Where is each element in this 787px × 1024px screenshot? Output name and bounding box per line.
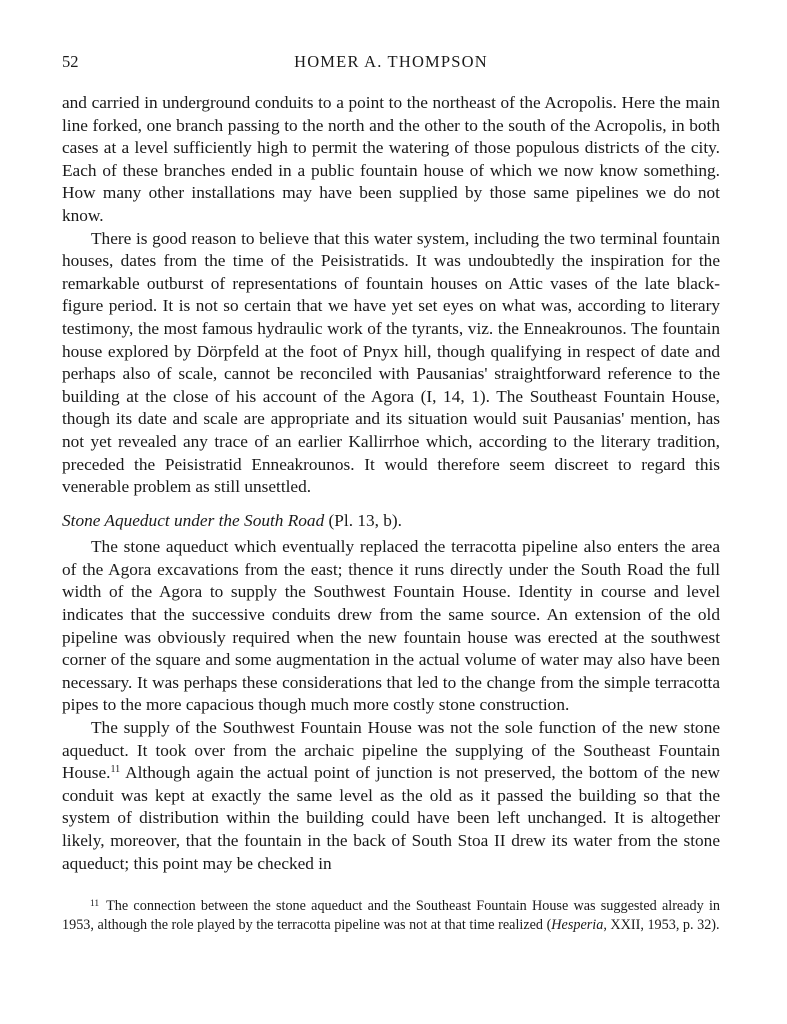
paragraph-supply-start: The supply of the Southwest Fountain House was not the sole function of the new stone aqueduct. It took over from the archaic pipeline the supplying of the Southeast Fountain House. — [62, 718, 720, 783]
footnote-text-end: , XXII, 1953, p. 32). — [603, 916, 720, 933]
page — [62, 52, 720, 934]
paragraph-continued: and carried in underground conduits to a point to the northeast of the Acropolis. Here the main line forked, one branch passing to the north and the other to the south of the Acropolis, in both cases at a level sufficiently high to permit the watering of those populous districts of the city. Each of these branches ended in a public fountain house of which we now know something. How many other installations may have been supplied by those same pipelines we do not know. — [62, 93, 720, 225]
body-text — [62, 92, 720, 875]
page-number: 52 — [62, 52, 79, 71]
paragraph-supply — [62, 717, 720, 875]
footnote-reference[interactable]: 11 — [110, 764, 121, 776]
paragraph-stone-aqueduct: The stone aqueduct which eventually replaced the terracotta pipeline also enters the area of the Agora excavations from the east; thence it runs directly under the South Road the full width of the Agora to supply the Southwest Fountain House. Identity in course and level indicates that the successive conduits drew from the same source. An extension of the old pipeline was obviously required when the new fountain house was erected at the southwest corner of the square and some augmentation in the actual volume of water may also have been necessary. It was perhaps these considerations that led to the change from the simple terracotta pipes to the more capacious though much more costly stone construction. — [62, 537, 720, 715]
page-header — [62, 52, 720, 76]
plate-reference: (Pl. 13, b). — [328, 510, 402, 530]
footnote-text-start: The connection between the stone aqueduct and the Southeast Fountain House was suggested already in 1953, although the role played by the terracotta pipeline was not at that time realized ( — [62, 898, 720, 933]
paragraph-peisistratids: There is good reason to believe that this water system, including the two terminal fountain houses, dates from the time of the Peisistratids. It was undoubtedly the inspiration for the remarkable outburst of representations of fountain houses on Attic vases of the late black-figure period. It is not so certain that we have yet set eyes on what was, according to literary testimony, the most famous hydraulic work of the tyrants, viz. the Enneakrounos. The fountain house explored by Dörpfeld at the foot of Pnyx hill, though qualifying in respect of date and perhaps also of scale, cannot be reconciled with Pausanias' straightforward reference to the building at the close of his account of the Agora (I, 14, 1). The Southeast Fountain House, though its date and scale are appropriate and its situation would suit Pausanias' mention, has not yet revealed any trace of an earlier Kallirrhoe which, according to the literary tradition, preceded the Peisistratid Enneakrounos. It would therefore seem discreet to regard this venerable problem as still unsettled. — [62, 228, 720, 497]
footnote-marker: 11 — [90, 899, 100, 910]
running-head: HOMER A. THOMPSON — [294, 52, 488, 71]
paragraph-supply-end: Although again the actual point of junction is not preserved, the bottom of the new conduit was kept at exactly the same level as the old as it passed the building so that the system of distribution within the building could have been left unchanged. It is altogether likely, moreover, that the fountain in the back of South Stoa II drew its water from the stone aqueduct; this point may be checked in — [62, 763, 720, 873]
section-heading-title: Stone Aqueduct under the South Road — [62, 510, 325, 530]
section-heading — [62, 510, 720, 533]
footnote-journal: Hesperia — [551, 916, 604, 933]
footnote — [62, 897, 720, 934]
